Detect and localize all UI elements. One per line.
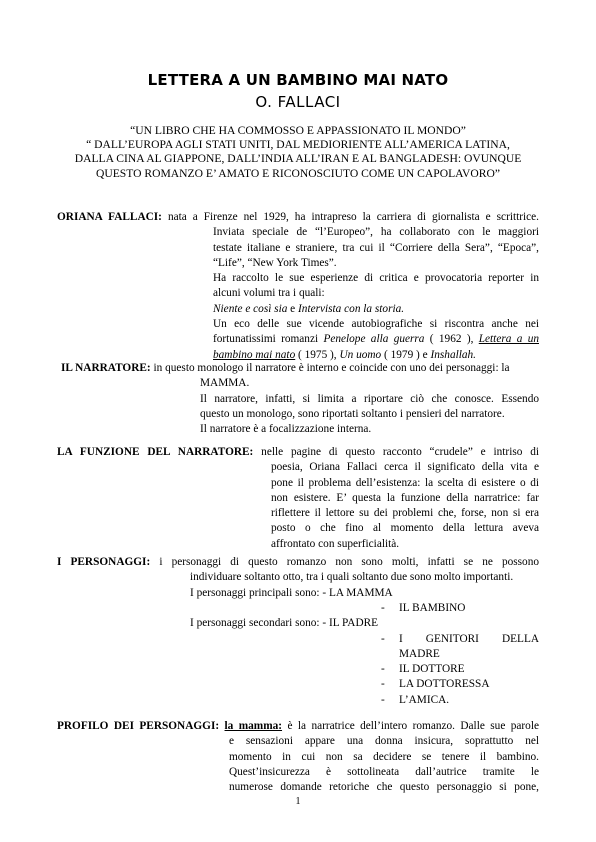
paragraph-line: Il narratore, infatti, si limita a riportare ciò che conosce. Essendo — [200, 392, 539, 405]
paragraph-line: Il narratore è a focalizzazione interna. — [200, 423, 372, 436]
paragraph-line: LA FUNZIONE DEL NARRATORE: nelle pagine di questo racconto “crudele” e intriso di — [57, 446, 539, 458]
book-title-italic: Inshallah. — [430, 348, 476, 361]
paragraph-line: I PERSONAGGI: i personaggi di questo romanzo non sono molti, infatti se ne possono — [57, 556, 539, 568]
paragraph-line: alcuni volumi tra i quali: — [213, 287, 325, 300]
quote-block — [40, 124, 556, 181]
section-heading: IL NARRATORE: — [61, 362, 151, 374]
book-title-italic: Un uomo — [339, 348, 382, 361]
paragraph-line: Inviata speciale de “l’Europeo”, ha collaborato con le maggiori — [213, 226, 539, 239]
section-personaggi-body — [190, 570, 539, 601]
paragraph-line: ORIANA FALLACI: nata a Firenze nel 1929, ha intrapreso la carriera di giornalista e scrittrice. — [57, 211, 540, 223]
section-heading: I PERSONAGGI: — [57, 556, 151, 568]
paragraph-line: “Life”, “New York Times”. — [213, 256, 337, 269]
book-title-underlined: Lettera a un — [478, 333, 539, 346]
section-narratore-body — [200, 376, 539, 437]
paragraph-line: momento in cui non sa decidere se tenere il bambino. — [229, 750, 539, 763]
paragraph-line: pone il problema dell’esistenza: la scelta di esistere o di — [271, 476, 539, 489]
main-characters-line: I personaggi principali sono: - LA MAMMA — [190, 586, 393, 599]
quote-line: “UN LIBRO CHE HA COMMOSSO E APPASSIONATO IL MONDO” — [130, 124, 466, 137]
book-title-italic: Niente e così sia — [213, 302, 288, 315]
section-profilo-body — [229, 734, 539, 795]
section-heading: LA FUNZIONE DEL NARRATORE: — [57, 446, 254, 458]
paragraph-line: posto o che fino al momento della lettura aveva — [271, 522, 539, 535]
paragraph-line: Ha raccolto le sue esperienze di critica e provocatoria reporter in — [213, 272, 539, 285]
character-name-link: la mamma: — [224, 720, 283, 732]
section-personaggi-secondary — [190, 616, 539, 631]
paragraph-line: poesia, Oriana Fallaci cerca il significato della vita e — [271, 461, 539, 474]
page-number: 1 — [295, 796, 301, 807]
section-fallaci-body — [213, 225, 539, 363]
paragraph-line: e sensazioni appare una donna insicura, soprattutto nel — [229, 735, 539, 748]
quote-line: QUESTO ROMANZO E’ AMATO E RICONOSCIUTO COME UN CAPOLAVORO” — [95, 166, 501, 180]
character-list-item: I GENITORI DELLA — [399, 632, 539, 645]
section-funzione-body — [271, 460, 539, 552]
paragraph-line: IL NARRATORE: in questo monologo il narratore è interno e coincide con uno dei personaggi: la — [61, 362, 510, 374]
secondary-characters-line: I personaggi secondari sono: - IL PADRE — [190, 617, 379, 630]
section-heading: ORIANA FALLACI: — [57, 211, 162, 223]
paragraph-line: Un eco delle sue vicende autobiografiche si riscontra anche nei — [213, 318, 539, 331]
paragraph-line: individuare soltanto otto, tra i quali soltanto due sono molto importanti. — [190, 571, 514, 584]
paragraph-line: Quest’insicurezza è sottolineata dall’autrice tramite le — [229, 765, 539, 778]
section-funzione — [57, 445, 539, 460]
paragraph-line: affrontato con superficialità. — [271, 537, 400, 550]
paragraph-line: riflettere il lettore su dei problemi che, forse, non si era — [271, 507, 539, 520]
paragraph-line: non esistere. E’ questa la funzione della narratrice: far — [271, 491, 539, 504]
paragraph-line: fortunatissimi romanzi Penelope alla guerra ( 1962 ), Lettera a un — [213, 333, 539, 346]
quote-line: “ DALL’EUROPA AGLI STATI UNITI, DAL MEDIORIENTE ALL’AMERICA LATINA, — [86, 138, 510, 152]
section-personaggi — [57, 555, 539, 570]
paragraph-line: bambino mai nato ( 1975 ), Un uomo ( 1979 ) e Inshallah. — [213, 348, 476, 361]
book-title-italic: Intervista con la storia. — [298, 302, 405, 315]
section-profilo — [57, 719, 539, 734]
book-title-italic: Penelope alla guerra — [323, 333, 425, 346]
book-title-underlined: bambino mai nato — [213, 348, 296, 361]
quote-line: DALLA CINA AL GIAPPONE, DALL’INDIA ALL’IRAN E AL BANGLADESH: OVUNQUE — [74, 152, 522, 166]
paragraph-line: testate italiane e straniere, tra cui il “Corriere della Sera”, “Epoca”, — [213, 241, 539, 254]
section-heading: PROFILO DEI PERSONAGGI: — [57, 720, 220, 732]
paragraph-line: numerose domande retoriche che questo personaggio si pone, — [229, 781, 539, 794]
paragraph-line: Niente e così sia e Intervista con la storia. — [213, 302, 405, 315]
paragraph-line: MAMMA. — [200, 377, 250, 390]
book-title: LETTERA A UN BAMBINO MAI NATO — [147, 71, 449, 89]
document-page: LETTERA A UN BAMBINO MAI NATO O. FALLACI “UN LIBRO CHE HA COMMOSSO E APPASSIONATO IL MONDO” “ DALL’EUROPA AGLI STATI UNITI, DAL MEDIORIENTE ALL’AMERICA LATINA, DALLA CINA AL GIAPPONE, DALL’INDIA ALL’IRAN E AL BANGLADESH: OVUNQUE QUESTO ROMANZO E’ AMATO E RICONOSCIUTO COME UN CAPOLAVORO” ORIANA FALLACI: nata a Firenze nel 1929, ha intrapreso la carriera di giornalista e scrittrice. Inviata speciale de “l’Europeo”, ha collaborato con le maggiori testate italiane e straniere, tra cui il “Corriere della Sera”, “Epoca”, “Life”, “New York Times”. Ha raccolto le sue esperienze di critica e provocatoria reporter in alcuni volumi tra i quali: Niente e così sia e Intervista con la storia. Un eco delle sue vicende autobiografiche si riscontra anche nei fortunatissimi romanzi Penelope alla guerra ( 1962 ), Lettera a un bambino mai nato ( 1975 ), Un uomo ( 1979 ) e Inshallah. IL NARRATORE: in questo monologo il narratore è interno e coincide con uno dei personaggi: la MAMMA. Il narratore, infatti, si limita a riportare ciò che conosce. Essendo questo un monologo, sono riportati soltanto i pensieri del narratore. Il narratore è a focalizzazione interna. LA FUNZIONE DEL NARRATORE: nelle pagine di questo racconto “crudele” e intriso di poesia, Oriana Fallaci cerca il significato della vita e pone il problema dell’esistenza: la scelta di esistere o di non esistere. E’ questa la funzione della narratrice: far riflettere il lettore su dei problemi che, forse, non si era posto o che fino al momento della lettura aveva affrontato con superficialità. I PERSONAGGI: i personaggi di questo romanzo non sono molti, infatti se ne possono individuare soltanto otto, tra i quali soltanto due sono molto importanti. I personaggi principali sono: - LA MAMMA - IL BAMBINO I personaggi secondari sono: - IL PADRE I GENITORI DELLA - MADRE - IL DOTTORE - LA DOTTORESSA - L’AMICA. PROFILO DEI PERSONAGGI: la mamma: è la narratrice dell’intero romanzo. Dalle sue parole e sensazioni appare una donna insicura, soprattutto nel momento in cui non sa decidere se tenere il bambino. Quest’insicurezza è sottolineata dall’autrice tramite le numerose domande retoriche che questo personaggio si pone, 1 — [0, 0, 596, 842]
paragraph-line: PROFILO DEI PERSONAGGI: la mamma: è la narratrice dell’intero romanzo. Dalle sue parole — [57, 720, 539, 732]
section-fallaci — [57, 210, 539, 225]
paragraph-line: questo un monologo, sono riportati soltanto i pensieri del narratore. — [200, 407, 505, 420]
book-author: O. FALLACI — [255, 93, 341, 111]
section-narratore — [61, 361, 539, 376]
